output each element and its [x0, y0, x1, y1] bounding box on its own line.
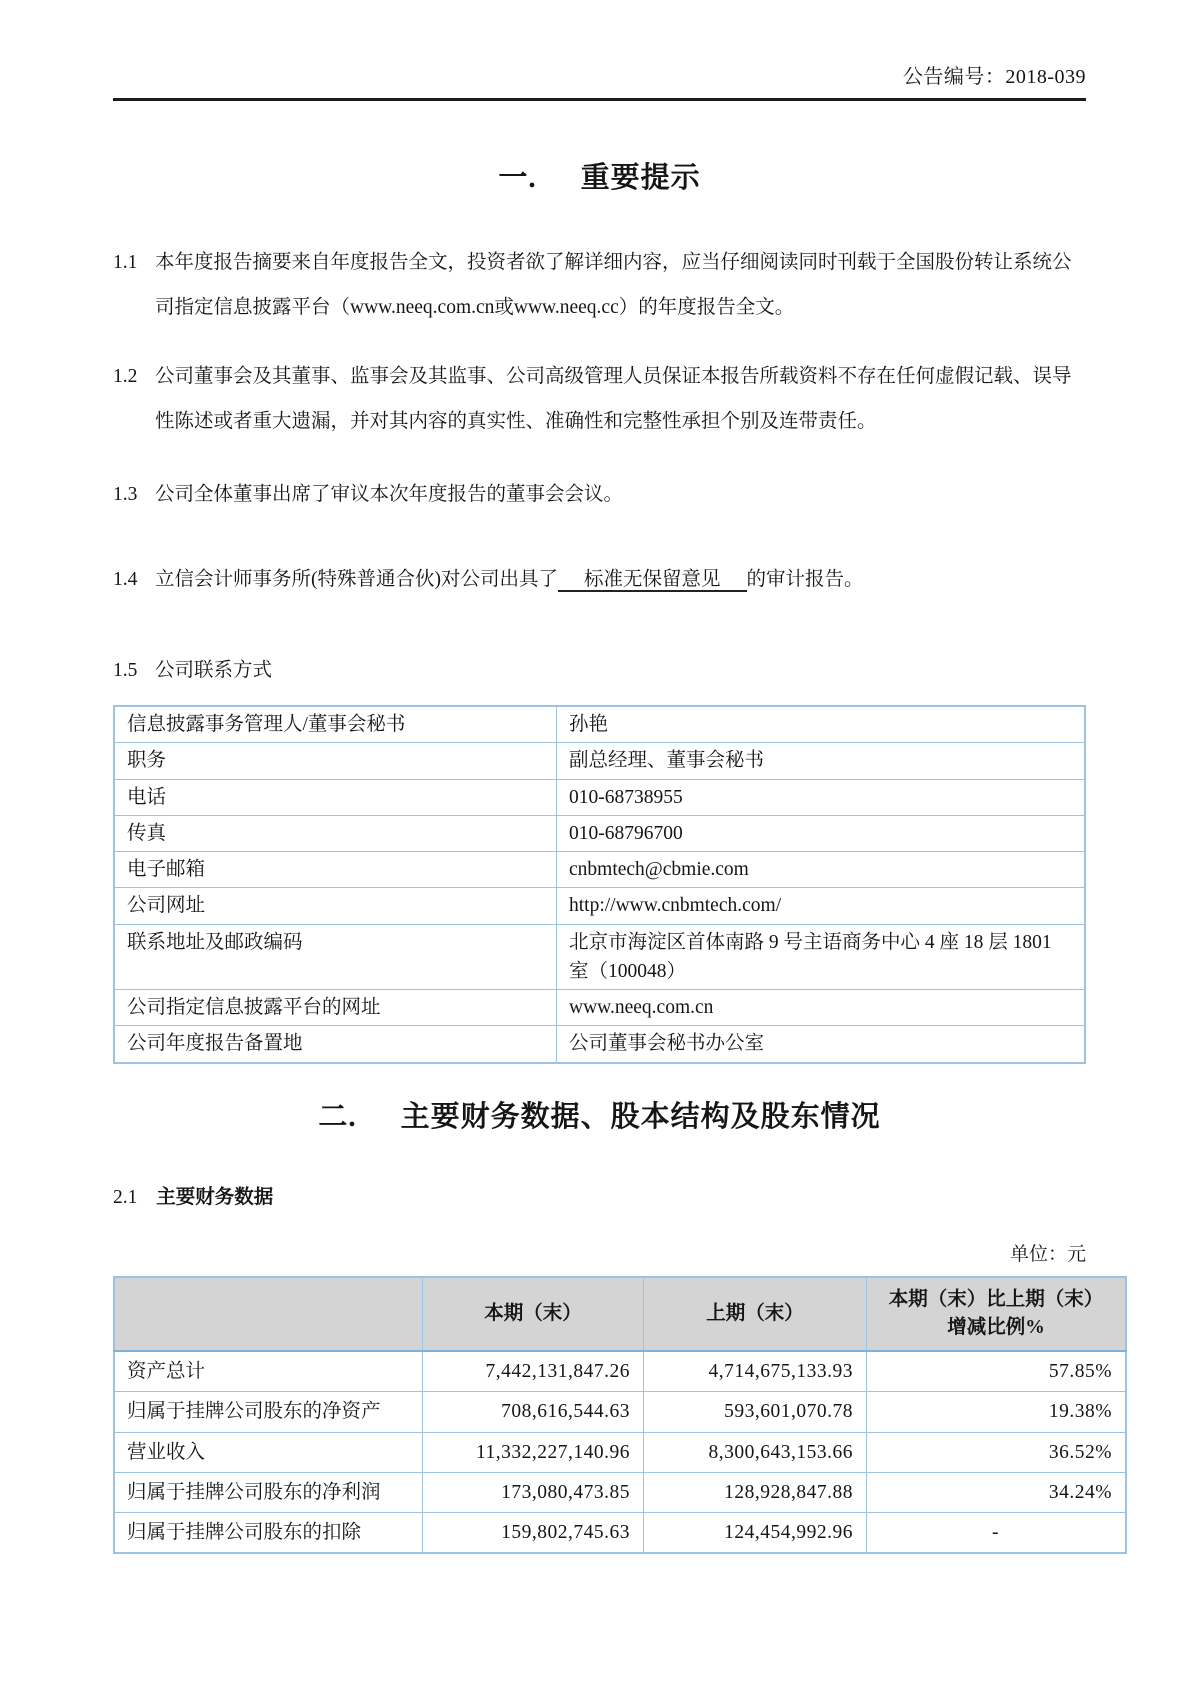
header-cell-empty: [114, 1277, 423, 1352]
contact-value-cell: 孙艳: [557, 706, 1086, 743]
doc-number: 公告编号：2018-039: [902, 66, 1086, 88]
paragraph-text: 公司全体董事出席了审议本次年度报告的董事会会议。: [155, 484, 624, 505]
table-row: [114, 852, 1085, 888]
header-change-line1: 本期（末）比上期（末）: [888, 1288, 1104, 1310]
header-cell-change-ratio: [867, 1277, 1127, 1352]
paragraph-text: 公司董事会及其董事、监事会及其监事、公司高级管理人员保证本报告所载资料不存在任何虚假记载、误导性陈述或者重大遗漏，并对其内容的真实性、准确性和完整性承担个别及连带责任。: [155, 366, 1072, 432]
paragraph-1-2: [113, 354, 1086, 444]
current-value-cell: 11,332,227,140.96: [423, 1432, 644, 1472]
table-row: [114, 1026, 1085, 1063]
section1-number: 一.: [498, 162, 537, 194]
contact-value-cell: 北京市海淀区首体南路 9 号主语商务中心 4 座 18 层 1801 室（100048）: [557, 924, 1086, 990]
financial-data-table: [113, 1276, 1127, 1555]
section2-title: [113, 1094, 1086, 1135]
contact-value-cell: 副总经理、董事会秘书: [557, 743, 1086, 779]
section1-title-text: 重要提示: [580, 162, 701, 194]
row-label-cell: 资产总计: [114, 1351, 423, 1392]
table-row: [114, 1432, 1126, 1472]
current-value-cell: 7,442,131,847.26: [423, 1351, 644, 1392]
table-header-row: [114, 1277, 1126, 1352]
paragraph-1-1: [113, 240, 1086, 330]
table-row: [114, 1351, 1126, 1392]
paragraph-1-3: [113, 472, 1086, 517]
table-row: [114, 779, 1085, 815]
contact-table: [113, 705, 1086, 1064]
prior-value-cell: 124,454,992.96: [644, 1513, 867, 1554]
prior-value-cell: 593,601,070.78: [644, 1392, 867, 1432]
audit-text-post: 的审计报告。: [746, 569, 864, 590]
table-row: [114, 888, 1085, 924]
contact-value-cell: www.neeq.com.cn: [557, 990, 1086, 1026]
contact-value-cell: cnbmtech@cbmie.com: [557, 852, 1086, 888]
subsection-number: 2.1: [113, 1186, 138, 1208]
paragraph-text: [155, 557, 1086, 602]
table-row: [114, 990, 1085, 1026]
unit-label: 单位：元: [1009, 1243, 1086, 1265]
current-value-cell: 173,080,473.85: [423, 1472, 644, 1512]
paragraph-1-4: [113, 557, 1086, 602]
contact-label-cell: 公司指定信息披露平台的网址: [114, 990, 557, 1026]
contact-label-cell: 电子邮箱: [114, 852, 557, 888]
contact-value-cell: 010-68796700: [557, 815, 1086, 851]
contact-value-cell: 010-68738955: [557, 779, 1086, 815]
section2-title-text: 主要财务数据、股本结构及股东情况: [400, 1100, 881, 1133]
change-value-cell: 19.38%: [867, 1392, 1127, 1432]
paragraph-number: 1.2: [113, 366, 138, 387]
table-row: [114, 1392, 1126, 1432]
subsection-2-1-heading: [113, 1181, 1086, 1209]
prior-value-cell: 128,928,847.88: [644, 1472, 867, 1512]
paragraph-text: 本年度报告摘要来自年度报告全文，投资者欲了解详细内容，应当仔细阅读同时刊载于全国股份转让系统公司指定信息披露平台（www.neeq.com.cn或www.neeq.cc）的年度报告全文。: [155, 252, 1072, 318]
table-row: [114, 743, 1085, 779]
contact-label-cell: 公司网址: [114, 888, 557, 924]
contact-label-cell: 电话: [114, 779, 557, 815]
header-change-line2: 增减比例%: [947, 1316, 1045, 1338]
change-value-cell: 57.85%: [867, 1351, 1127, 1392]
change-value-cell: -: [867, 1513, 1127, 1554]
paragraph-number: 1.1: [113, 252, 138, 273]
change-value-cell: 34.24%: [867, 1472, 1127, 1512]
contact-value-cell: http://www.cnbmtech.com/: [557, 888, 1086, 924]
change-value-cell: 36.52%: [867, 1432, 1127, 1472]
paragraph-number: 1.3: [113, 484, 138, 505]
contact-label-cell: 传真: [114, 815, 557, 851]
contact-label-cell: 联系地址及邮政编码: [114, 924, 557, 990]
section2-number: 二.: [318, 1100, 357, 1133]
paragraph-1-5: [113, 648, 1086, 693]
subsection-title-text: 主要财务数据: [156, 1186, 274, 1208]
prior-value-cell: 8,300,643,153.66: [644, 1432, 867, 1472]
table-row: [114, 706, 1085, 743]
current-value-cell: 708,616,544.63: [423, 1392, 644, 1432]
row-label-cell: 营业收入: [114, 1432, 423, 1472]
section1-title: [113, 155, 1086, 196]
table-row: [114, 1513, 1126, 1554]
table-row: [114, 924, 1085, 990]
header-cell-prior-period: 上期（末）: [644, 1277, 867, 1352]
row-label-cell: 归属于挂牌公司股东的扣除: [114, 1513, 423, 1554]
header-rule: [113, 98, 1086, 101]
paragraph-number: 1.5: [113, 660, 138, 681]
current-value-cell: 159,802,745.63: [423, 1513, 644, 1554]
contact-label-cell: 信息披露事务管理人/董事会秘书: [114, 706, 557, 743]
prior-value-cell: 4,714,675,133.93: [644, 1351, 867, 1392]
contact-label-cell: 职务: [114, 743, 557, 779]
contact-value-cell: 公司董事会秘书办公室: [557, 1026, 1086, 1063]
paragraph-text: 公司联系方式: [155, 660, 273, 681]
table-row: [114, 1472, 1126, 1512]
contact-label-cell: 公司年度报告备置地: [114, 1026, 557, 1063]
row-label-cell: 归属于挂牌公司股东的净资产: [114, 1392, 423, 1432]
row-label-cell: 归属于挂牌公司股东的净利润: [114, 1472, 423, 1512]
header-cell-current-period: 本期（末）: [423, 1277, 644, 1352]
audit-text-pre: 立信会计师事务所(特殊普通合伙)对公司出具了: [155, 569, 558, 590]
paragraph-number: 1.4: [113, 569, 138, 590]
table-row: [114, 815, 1085, 851]
audit-opinion-underlined: 标准无保留意见: [558, 569, 747, 592]
